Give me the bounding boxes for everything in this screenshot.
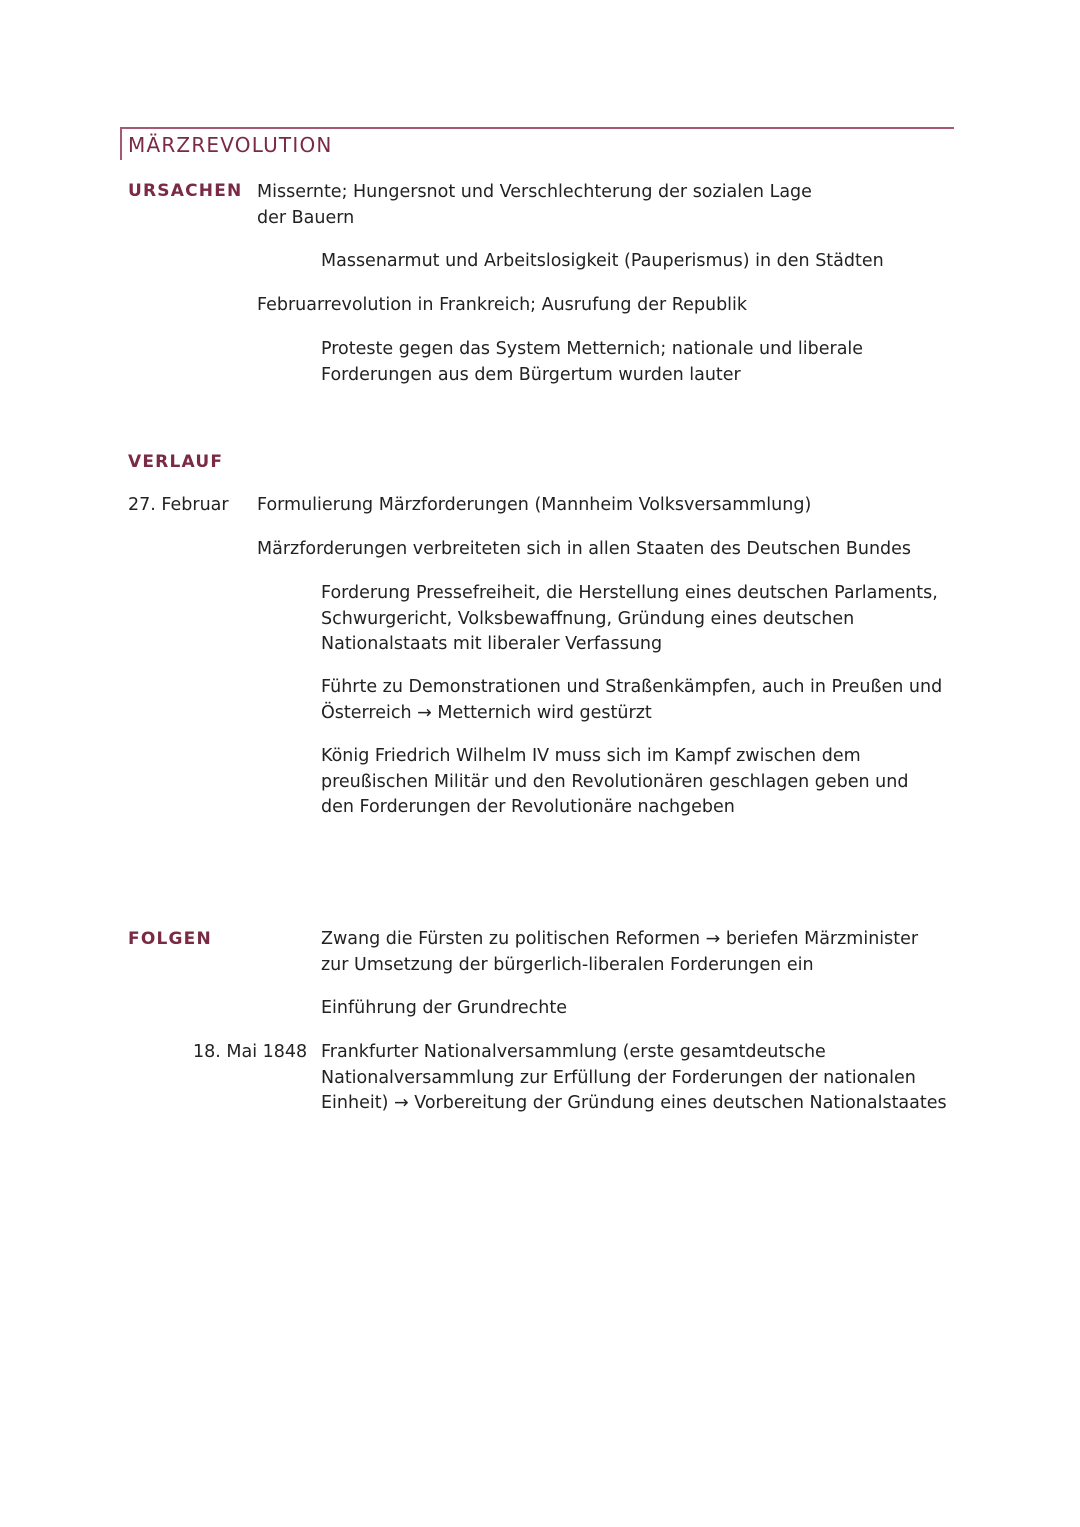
verlauf-item-2: Märzforderungen verbreiteten sich in allen Staaten des Deutschen Bundes bbox=[257, 539, 912, 559]
section-label-verlauf: VERLAUF bbox=[128, 452, 224, 472]
verlauf-item-3: Forderung Pressefreiheit, die Herstellung eines deutschen Parlaments, Schwurgericht, Volksbewaffnung, Gründung eines deutschen Nationalstaats mit liberaler Verfassung bbox=[321, 583, 938, 654]
verlauf-item-5: König Friedrich Wilhelm IV muss sich im Kampf zwischen dem preußischen Militär und den Revolutionären geschlagen geben und den Forderungen der Revolutionäre nachgeben bbox=[321, 746, 909, 817]
folgen-date: 18. Mai 1848 bbox=[193, 1042, 308, 1062]
ursachen-item-2: Massenarmut und Arbeitslosigkeit (Pauperismus) in den Städten bbox=[321, 251, 884, 271]
page-title: MÄRZREVOLUTION bbox=[128, 133, 333, 157]
verlauf-item-1: Formulierung Märzforderungen (Mannheim Volksversammlung) bbox=[257, 495, 812, 515]
verlauf-item-4: Führte zu Demonstrationen und Straßenkämpfen, auch in Preußen und Österreich → Metternich wird gestürzt bbox=[321, 677, 943, 723]
verlauf-date: 27. Februar bbox=[128, 495, 229, 515]
ursachen-item-3: Februarrevolution in Frankreich; Ausrufung der Republik bbox=[257, 295, 748, 315]
ursachen-item-1: Missernte; Hungersnot und Verschlechterung der sozialen Lage der Bauern bbox=[257, 182, 812, 228]
section-label-folgen: FOLGEN bbox=[128, 929, 212, 949]
ursachen-item-4: Proteste gegen das System Metternich; nationale und liberale Forderungen aus dem Bürgertum wurden lauter bbox=[321, 339, 864, 385]
folgen-item-1: Zwang die Fürsten zu politischen Reformen → beriefen Märzminister zur Umsetzung der bürgerlich-liberalen Forderungen ein bbox=[321, 929, 919, 975]
section-label-ursachen: URSACHEN bbox=[128, 181, 243, 201]
folgen-item-2: Einführung der Grundrechte bbox=[321, 998, 567, 1018]
folgen-item-3: Frankfurter Nationalversammlung (erste gesamtdeutsche Nationalversammlung zur Erfüllung der Forderungen der nationalen Einheit) → Vorbereitung der Gründung eines deutschen Nationalstaates bbox=[321, 1042, 947, 1113]
